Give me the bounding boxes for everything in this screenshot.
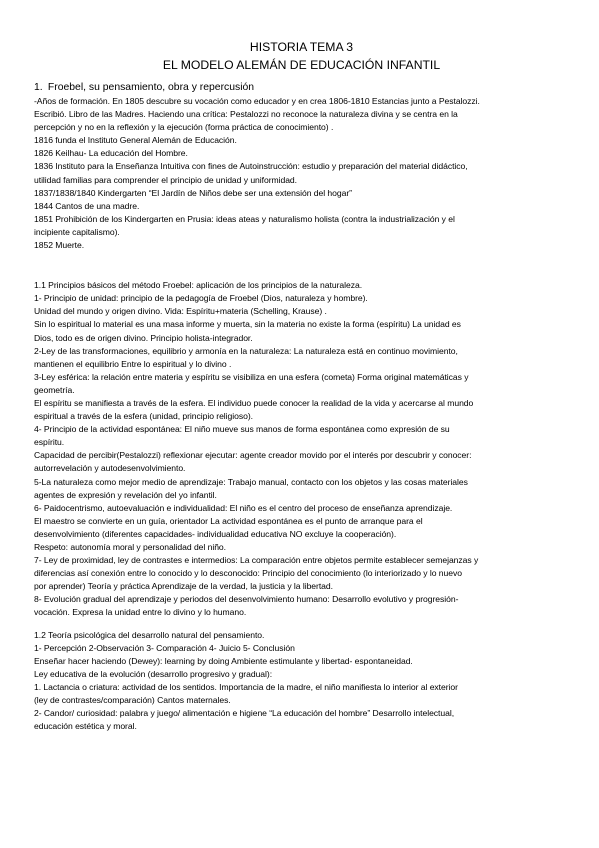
paragraph-line: diferencias así conexión entre lo conocido y lo desconocido: Principio del conocimiento (lo interiorizado y lo nuevo [34,568,462,579]
paragraph-line: Capacidad de percibir(Pestalozzi) reflexionar ejecutar: agente creador movido por el interés por descubrir y conocer: [34,450,472,461]
paragraph-line: Respeto: autonomía moral y personalidad del niño. [34,542,226,552]
paragraph-line: 4- Principio de la actividad espontánea: El niño mueve sus manos de forma espontánea como expresión de su [34,424,450,435]
paragraph-line: autorrevelación y autodesenvolvimiento. [34,463,186,474]
paragraph-line: Escribió. Libro de las Madres. Haciendo una crítica: Pestalozzi no reconoce la naturaleza divina y se centra en la [34,109,458,120]
paragraph-line: -Años de formación. En 1805 descubre su vocación como educador y en crea 1806-1810 Estancias junto a Pestalozzi. [34,96,480,106]
paragraph-line: vocación. Expresa la unidad entre lo divino y lo humano. [34,607,247,618]
paragraph-line: 7- Ley de proximidad, ley de contrastes e intermedios: La comparación entre objetos permite establecer semejanzas y [34,555,479,566]
section-heading-text: Froebel, su pensamiento, obra y repercusión [47,82,255,93]
paragraph-line: 2-Ley de las transformaciones, equilibrio y armonía en la naturaleza: La naturaleza está en continuo movimiento, [34,345,458,356]
paragraph-line: espíritu. [34,437,65,448]
paragraph-line: geometría. [34,384,75,395]
paragraph-line: 1837/1838/1840 Kindergarten “El Jardín de Niños debe ser una extensión del hogar” [34,187,352,198]
section-1-body [34,95,569,252]
paragraph-line: 1. Lactancia o criatura: actividad de los sentidos. Importancia de la madre, el niño manifiesta lo interior al exterior [34,681,458,692]
paragraph-line: 3-Ley esférica: la relación entre materia y espíritu se visibiliza en una esfera (cometa) Forma original matemáticas y [34,371,469,382]
paragraph-line: Dios, todo es de origen divino. Principio holista-integrador. [34,332,253,343]
title-line: EL MODELO ALEMÁN DE EDUCACIÓN INFANTIL [162,58,441,72]
spacer [34,252,569,279]
paragraph-line: 1- Principio de unidad: principio de la pedagogía de Froebel (Dios, naturaleza y hombre). [34,293,368,304]
paragraph-line: percepción y no en la reflexión y la ejecución (forma práctica de conocimiento) . [34,122,334,133]
paragraph-line: Unidad del mundo y origen divino. Vida: Espíritu+materia (Schelling, Krause) . [34,306,327,317]
paragraph-line: Ley educativa de la evolución (desarrollo progresivo y gradual): [34,668,273,679]
paragraph-line: 1- Percepción 2-Observación 3- Comparación 4- Juicio 5- Conclusión [34,642,295,653]
spacer [34,620,569,629]
section-1-2-body [34,629,569,734]
paragraph-line: 6- Paidocentrismo, autoevaluación e individualidad: El niño es el centro del proceso de enseñanza aprendizaje. [34,502,453,513]
section-number: 1. [34,82,43,93]
subsection-heading: 1.1 Principios básicos del método Froebel: aplicación de los principios de la naturaleza. [34,280,363,291]
paragraph-line: desenvolvimiento (diferentes capacidades- individualidad educativa NO excluye la cooperación). [34,528,397,539]
title-line: HISTORIA TEMA 3 [249,40,354,54]
paragraph-line: 1826 Keilhau- La educación del Hombre. [34,148,188,159]
paragraph-line: 2- Candor/ curiosidad: palabra y juego/ alimentación e higiene “La educación del hombre” Desarrollo intelectual, [34,708,455,719]
paragraph-line: Enseñar hacer haciendo (Dewey): learning by doing Ambiente estimulante y libertad- espontaneidad. [34,655,413,666]
paragraph-line: 8- Evolución gradual del aprendizaje y periodos del desenvolvimiento humano: Desarrollo evolutivo y progresión- [34,594,459,605]
paragraph-line: mantienen el equilibrio Entre lo espiritual y lo divino . [34,358,232,369]
paragraph-line: incipiente capitalismo). [34,226,120,237]
paragraph-line: 1816 funda el Instituto General Alemán de Educación. [34,135,237,146]
paragraph-line: El espíritu se manifiesta a través de la esfera. El individuo puede conocer la realidad de la vida y acercarse al mundo [34,397,474,408]
document-title [34,38,569,74]
paragraph-line: utilidad familias para comprender el principio de unidad y uniformidad. [34,174,298,185]
paragraph-line: El maestro se convierte en un guía, orientador La actividad espontánea es el punto de arranque para el [34,515,423,526]
subsection-heading: 1.2 Teoría psicológica del desarrollo natural del pensamiento. [34,629,265,640]
paragraph-line: 1844 Cantos de una madre. [34,200,140,211]
paragraph-line: espiritual a través de la esfera (unidad, principio religioso). [34,411,253,422]
paragraph-line: 1851 Prohibición de los Kindergarten en Prusia: ideas ateas y naturalismo holista (contra la industrialización y el [34,213,455,224]
paragraph-line: educación estética y moral. [34,721,137,732]
paragraph-line: (ley de contrastes/comparación) Cantos maternales. [34,695,231,706]
paragraph-line: por aprender) Teoría y práctica Aprendizaje de la verdad, la justicia y la libertad. [34,581,333,592]
paragraph-line: 5-La naturaleza como mejor medio de aprendizaje: Trabajo manual, contacto con los objetos y las cosas materiales [34,476,468,487]
section-1-heading [34,81,569,95]
paragraph-line: agentes de expresión y revelación del yo infantil. [34,489,217,500]
paragraph-line: 1852 Muerte. [34,240,85,251]
paragraph-line: Sin lo espiritual lo material es una masa informe y muerta, sin la materia no existe la forma (espíritu) La unidad es [34,319,461,330]
paragraph-line: 1836 Instituto para la Enseñanza Intuitiva con fines de Autoinstrucción: estudio y preparación del material didáctico, [34,161,468,172]
section-1-1-body [34,279,569,619]
